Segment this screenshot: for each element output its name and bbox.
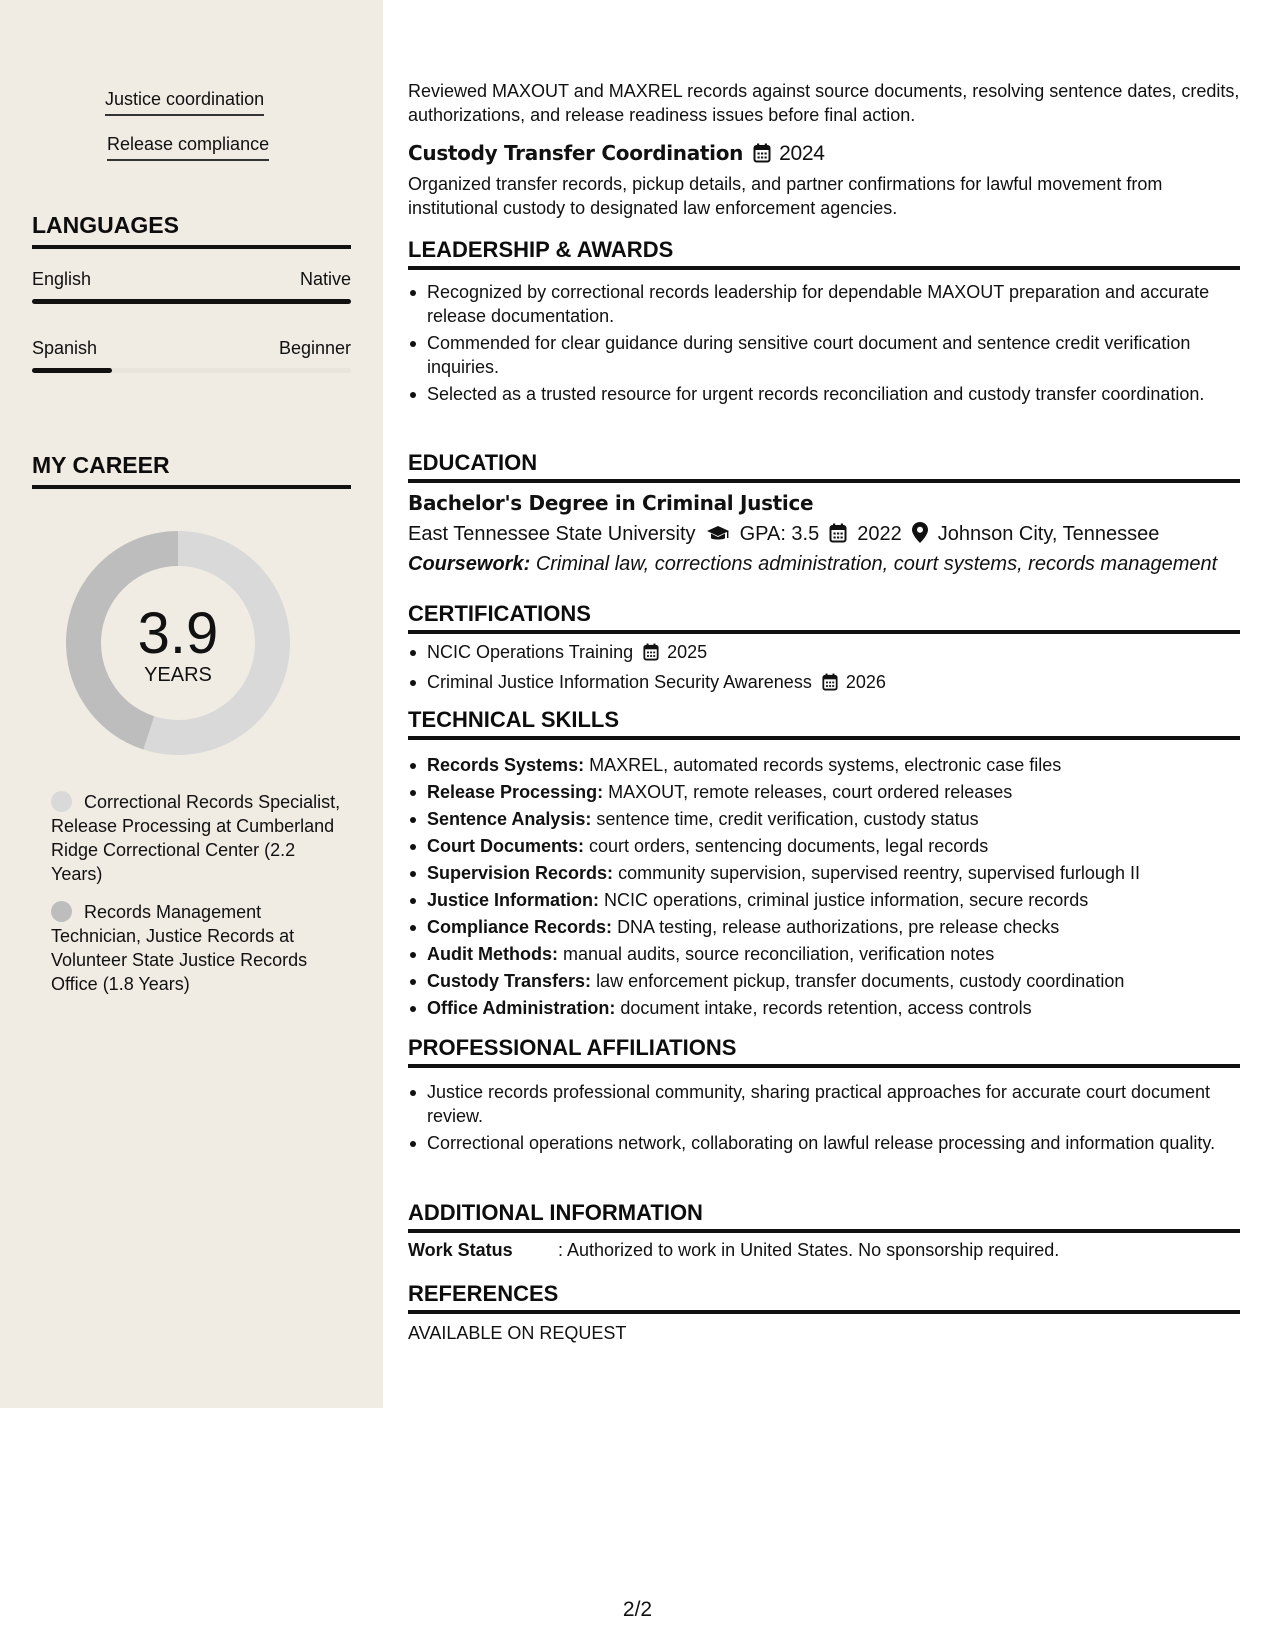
career-item	[51, 790, 341, 886]
list-item: Justice records professional community, sharing practical approaches for accurate court document review.	[408, 1080, 1240, 1128]
list-item	[408, 834, 1240, 858]
skill-label: Justice Information:	[427, 890, 600, 910]
list-item	[408, 969, 1240, 993]
leadership-list	[408, 280, 1240, 409]
career-heading: MY CAREER	[32, 451, 351, 489]
technical-skills-list	[408, 753, 1240, 1023]
certification-year: 2025	[667, 642, 708, 662]
skill-value: sentence time, credit verification, custody status	[596, 809, 979, 829]
references-heading: REFERENCES	[408, 1280, 1240, 1314]
language-row-spanish	[32, 337, 351, 361]
calendar-icon	[829, 523, 847, 550]
language-bar-fill	[32, 368, 112, 373]
list-item: Correctional operations network, collaborating on lawful release processing and information quality.	[408, 1131, 1240, 1155]
career-total-unit: YEARS	[144, 664, 212, 686]
education-details	[408, 521, 1240, 550]
career-total-years: 3.9	[137, 601, 219, 666]
work-status-label: Work Status	[408, 1240, 513, 1260]
calendar-icon	[753, 143, 771, 169]
work-status-value: : Authorized to work in United States. No sponsorship required.	[558, 1240, 1060, 1260]
coursework-label: Coursework:	[408, 553, 531, 575]
skill-value: NCIC operations, criminal justice information, secure records	[604, 890, 1089, 910]
career-legend-dot	[51, 901, 72, 922]
career-item	[51, 900, 341, 996]
certification-name: NCIC Operations Training	[427, 642, 634, 662]
skill-value: community supervision, supervised reentry, supervised furlough II	[618, 863, 1140, 883]
certifications-heading: CERTIFICATIONS	[408, 600, 1240, 634]
leadership-heading: LEADERSHIP & AWARDS	[408, 236, 1240, 270]
skill-label: Sentence Analysis:	[427, 809, 592, 829]
list-item: Selected as a trusted resource for urgent records reconciliation and custody transfer coordination.	[408, 382, 1240, 406]
project-title: Custody Transfer Coordination	[408, 141, 744, 165]
skill-tag-release-compliance: Release compliance	[107, 133, 269, 161]
career-donut-chart	[66, 531, 290, 755]
list-item	[408, 915, 1240, 939]
project-title-row	[408, 140, 825, 169]
page-number: 2/2	[622, 1598, 653, 1621]
list-item	[408, 942, 1240, 966]
skill-value: law enforcement pickup, transfer documents, custody coordination	[596, 971, 1125, 991]
affiliations-list	[408, 1080, 1240, 1158]
language-bar-english	[32, 299, 351, 304]
language-level: Native	[299, 269, 351, 289]
skill-value: court orders, sentencing documents, legal records	[589, 836, 989, 856]
certification-name: Criminal Justice Information Security Awareness	[427, 672, 812, 692]
skill-label: Office Administration:	[427, 998, 616, 1018]
skill-value: document intake, records retention, access controls	[620, 998, 1032, 1018]
certifications-list	[408, 640, 1240, 700]
skill-label: Release Processing:	[427, 782, 604, 802]
language-bar-spanish	[32, 368, 351, 373]
calendar-icon	[822, 673, 838, 697]
technical-skills-heading: TECHNICAL SKILLS	[408, 706, 1240, 740]
skill-value: DNA testing, release authorizations, pre release checks	[617, 917, 1060, 937]
education-heading: EDUCATION	[408, 449, 1240, 483]
list-item: Commended for clear guidance during sensitive court document and sentence credit verification inquiries.	[408, 331, 1240, 379]
list-item	[408, 670, 1240, 697]
intro-paragraph: Reviewed MAXOUT and MAXREL records against source documents, resolving sentence dates, credits, authorizations, and release readiness issues before final action.	[408, 81, 1240, 125]
language-level: Beginner	[278, 338, 351, 358]
skill-label: Court Documents:	[427, 836, 584, 856]
skill-label: Supervision Records:	[427, 863, 614, 883]
gpa: GPA: 3.5	[739, 523, 820, 545]
list-item	[408, 780, 1240, 804]
skill-label: Custody Transfers:	[427, 971, 592, 991]
work-status-row	[408, 1238, 1059, 1262]
language-name: English	[32, 269, 92, 289]
coursework	[408, 551, 1240, 577]
graduation-cap-icon	[706, 524, 730, 550]
affiliations-heading: PROFESSIONAL AFFILIATIONS	[408, 1034, 1240, 1068]
calendar-icon	[643, 643, 659, 667]
skill-value: MAXREL, automated records systems, electronic case files	[589, 755, 1062, 775]
school-location: Johnson City, Tennessee	[937, 523, 1160, 545]
skill-label: Compliance Records:	[427, 917, 613, 937]
sidebar	[0, 0, 383, 1408]
skill-tag-justice-coordination: Justice coordination	[105, 88, 264, 116]
location-pin-icon	[912, 522, 928, 550]
language-name: Spanish	[32, 338, 98, 358]
additional-info-heading: ADDITIONAL INFORMATION	[408, 1199, 1240, 1233]
project-description: Organized transfer records, pickup details, and partner confirmations for lawful movement from institutional custody to designated law enforcement agencies.	[408, 174, 1163, 218]
list-item	[408, 807, 1240, 831]
languages-heading: LANGUAGES	[32, 211, 351, 249]
degree-title: Bachelor's Degree in Criminal Justice	[408, 491, 814, 515]
list-item	[408, 640, 1240, 667]
project-year: 2024	[779, 142, 825, 165]
language-bar-fill	[32, 299, 351, 304]
language-row-english	[32, 268, 351, 292]
skill-value: MAXOUT, remote releases, court ordered releases	[608, 782, 1013, 802]
school-name: East Tennessee State University	[408, 523, 696, 545]
graduation-year: 2022	[857, 523, 902, 545]
list-item	[408, 753, 1240, 777]
list-item	[408, 861, 1240, 885]
career-item-text: Records Management Technician, Justice Records at Volunteer State Justice Records Office (1.8 Years)	[51, 902, 308, 994]
list-item	[408, 888, 1240, 912]
skill-value: manual audits, source reconciliation, verification notes	[563, 944, 995, 964]
skill-label: Audit Methods:	[427, 944, 558, 964]
certification-year: 2026	[845, 672, 886, 692]
list-item	[408, 996, 1240, 1020]
list-item: Recognized by correctional records leadership for dependable MAXOUT preparation and accurate release documentation.	[408, 280, 1240, 328]
coursework-text: Criminal law, corrections administration, court systems, records management	[535, 553, 1218, 575]
career-legend-dot	[51, 791, 72, 812]
career-item-text: Correctional Records Specialist, Release Processing at Cumberland Ridge Correctional Center (2.2 Years)	[51, 792, 341, 884]
skill-label: Records Systems:	[427, 755, 585, 775]
references-text: AVAILABLE ON REQUEST	[408, 1323, 627, 1343]
